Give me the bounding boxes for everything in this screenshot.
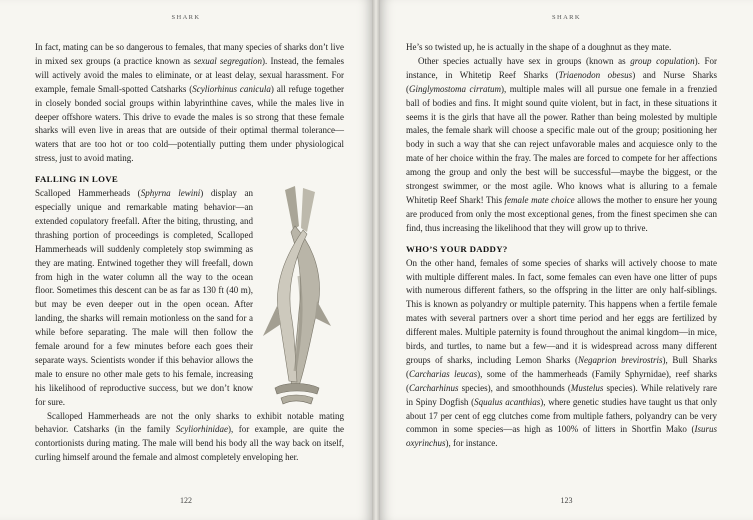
left-page <box>0 0 372 520</box>
page-number-right: 123 <box>560 496 573 505</box>
shark-tail-fin <box>285 186 299 230</box>
right-paragraph-1: He’s so twisted up, he is actually in the shape of a doughnut as they mate. <box>406 42 672 52</box>
shark-pectoral-fin-2 <box>315 301 331 326</box>
page-number-left: 122 <box>180 496 192 505</box>
running-head-left: SHARK <box>171 14 201 21</box>
shark-tail-fin-2 <box>301 188 315 232</box>
species-name: sexual segregation <box>193 55 263 66</box>
species-name: Sphyrna lewini <box>140 188 201 199</box>
species-name: Scyliorhinidae <box>175 424 229 435</box>
section-heading-falling-in-love: FALLING IN LOVE <box>35 174 119 185</box>
right-page-body <box>406 41 717 451</box>
hammerhead-sharks-illustration <box>255 186 340 412</box>
section-heading-whos-your-daddy: WHO’S YOUR DADDY? <box>406 243 508 254</box>
running-head-right: SHARK <box>551 14 582 21</box>
species-name: Scyliorhinus canicula <box>192 83 271 94</box>
species-name: group copulation <box>630 55 695 66</box>
species-name: Carcharias leucas <box>409 368 478 379</box>
hammerhead-head <box>275 384 319 395</box>
book-gutter <box>372 0 380 520</box>
right-paragraph-2: Other species actually have sex in groups (known as group copulation). For instance, in Whitetip Reef Sharks (Triaenodon obesus) and Nurse Sharks (Ginglymostoma cirratum), multiple males will all pursue one female in a frenzied ball of bodies and fins. It might sound quite violent, but in fact, in these situations it seems it is the girls that have all the power. Rather than being molested by multiple males, the female shark will choose a specific male out of the group; positioning her body in such a way that she can reject unfavorable males and acquiesce only to the mate of her choice within the fray. The males are forced to compete for her affections among the group and only the best will be successful—maybe the biggest, or the strongest swimmer, or the most agile. Who knows what is alluring to a female Whitetip Reef Shark! This female mate choice allows the mother to ensure her young are produced from only the most exceptional genes, from the finest specimen she can find, thus increasing the likelihood that they will grow up to thrive. <box>406 55 718 233</box>
species-name: Isurus oxyrinchus <box>406 424 717 449</box>
right-paragraph-3: On the other hand, females of some species of sharks will actively choose to mate with multiple different males. In fact, some females can even have one litter of pups with numerous different fathers, so the offspring in the litter are only half-siblings. This is known as polyandry or multiple paternity. This happens when a fertile female mates with several partners over a short time period and her eggs are fertilized by different males. Multiple paternity is found throughout the animal kingdom—in mice, birds, and turtles, to name but a few—and it is widespread across many different groups of sharks, including Lemon Sharks (Negaprion brevirostris), Bull Sharks (Carcharias leucas), some of the hammerheads (Family Sphyrnidae), reef sharks (Carcharhinus species), and smoothhounds (Mustelus species). While relatively rare in Spiny Dogfish (Squalus acanthias), where genetic studies have taught us that only about 17 per cent of egg clutches come from multiple fathers, polyandry can be very common in some species—as high as 100% of litters in Shortfin Mako (Isurus oxyrinchus), for instance. <box>406 257 718 449</box>
species-name: Ginglymostoma cirratum <box>409 83 501 94</box>
species-name: Mustelus <box>570 382 604 393</box>
species-name: Triaenodon obesus <box>558 69 633 80</box>
species-name: Squalus acanthias <box>474 396 541 407</box>
species-name: female mate choice <box>504 194 575 205</box>
right-page <box>380 0 753 520</box>
left-paragraph-1: In fact, mating can be so dangerous to females, that many species of sharks don’t live in mixed sex groups (a practice known as sexual segregation). Instead, the females will actively avoid the males to eliminate, or at least delay, sexual harassment. For example, female Small-spotted Catsharks (Scyliorhinus canicula) all refuge together in closely bonded social groups within labyrinthine caves, while the males live in deeper offshore waters. This drive to evade the males is so strong that these female sharks will even live in areas that are outside of their optimal thermal tolerance—waters that are too hot or too cold—potentially putting them under physiological stress, just to avoid mating. <box>35 42 344 164</box>
left-paragraph-3: Scalloped Hammerheads are not the only sharks to exhibit notable mating behavior. Catsharks (in the family Scyliorhinidae), for example, are quite the contortionists during mating. The male will bend his body all the way back on itself, curling himself around the female and almost completely enveloping her. <box>35 410 344 463</box>
hammerhead-head-2 <box>281 395 313 404</box>
left-paragraph-2: Scalloped Hammerheads (Sphyrna lewini) display an especially unique and remarkable mating behavior—an extended copulatory freefall. After the biting, thrusting, and thrashing portion of proceedings is completed, Scalloped Hammerheads will suddenly completely stop swimming as they are mating. Entwined together they will freefall, down from high in the water column all the way to the ocean floor. Sometimes this descent can be as far as 130 ft (40 m), but may be even deeper out in the open ocean. After landing, the sharks will remain motionless on the sand for a while before separating. The male will then follow the female around for a few minutes before each goes their separate ways. Scientists wonder if this behavior allows the male to ensure no other male gets to his female, increasing his likelihood of reproductive success, but we don’t know for sure. <box>35 188 253 407</box>
species-name: Carcharhinus <box>409 382 459 393</box>
species-name: Negaprion brevirostris <box>578 354 663 365</box>
